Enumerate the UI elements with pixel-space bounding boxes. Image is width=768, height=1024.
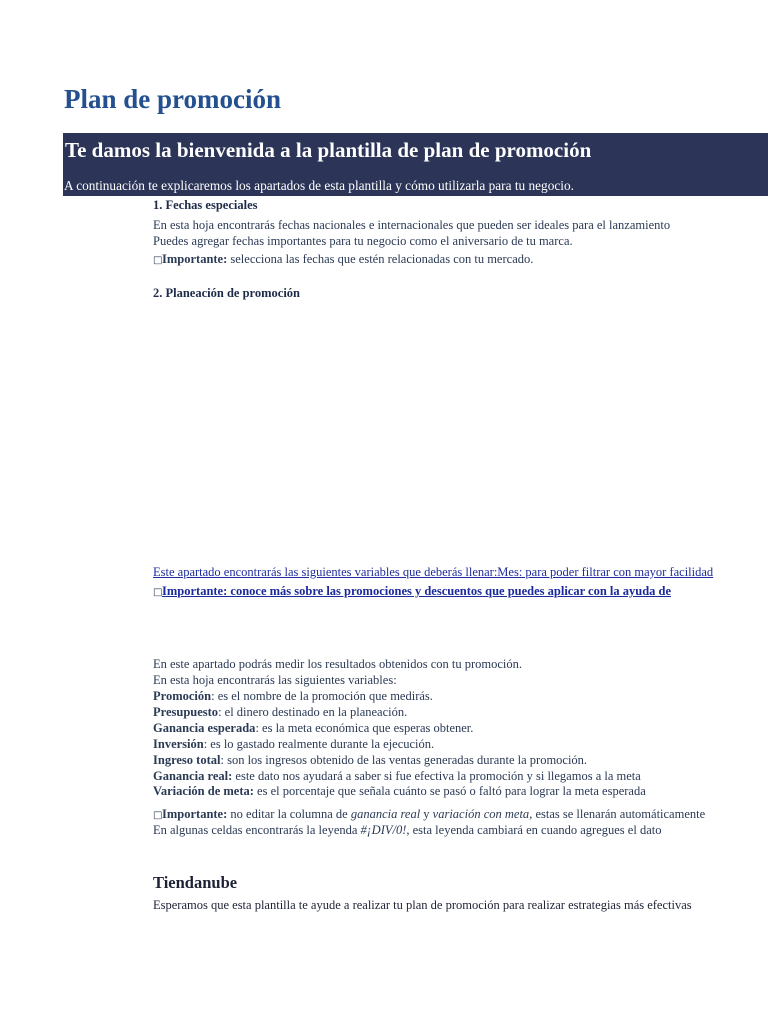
note-text: , esta leyenda cambiará en cuando agregues el dato <box>406 823 662 837</box>
variable-text: : es lo gastado realmente durante la ejecución. <box>203 737 435 751</box>
variable-ingreso-total <box>153 752 587 768</box>
variable-ganancia-real <box>153 768 641 784</box>
section2-heading: 2. Planeación de promoción <box>153 286 300 300</box>
variable-text: : es el nombre de la promoción que medirás. <box>211 689 433 703</box>
variable-term: Presupuesto <box>153 705 219 719</box>
important-icon: □ <box>153 255 163 266</box>
important-label: Importante: <box>162 252 228 266</box>
instructions-content <box>153 0 714 1024</box>
brand-heading: Tiendanube <box>153 873 238 892</box>
important-text: , estas se llenarán automáticamente <box>529 807 706 821</box>
variable-text: : el dinero destinado en la planeación. <box>218 705 408 719</box>
variable-text: es el porcentaje que señala cuánto se pasó o faltó para lograr la meta esperada <box>253 784 646 798</box>
section1-line1: En esta hoja encontrarás fechas nacionales e internacionales que pueden ser ideales para el lanzamiento <box>153 218 671 232</box>
section3-intro2: En esta hoja encontrarás las siguientes variables: <box>153 673 397 687</box>
variable-term: Ingreso total <box>153 753 221 767</box>
important-icon: □ <box>153 810 163 821</box>
important-text: no editar la columna de <box>227 807 351 821</box>
variable-ganancia-esperada <box>153 720 473 736</box>
section1-important <box>153 251 533 269</box>
important-text: y <box>420 807 433 821</box>
variable-variacion-meta <box>153 783 646 799</box>
section3-intro1: En este apartado podrás medir los resultados obtenidos con tu promoción. <box>153 657 523 671</box>
variable-inversion <box>153 736 434 752</box>
note-text: En algunas celdas encontrarás la leyenda <box>153 823 361 837</box>
variable-term: Variación de meta: <box>153 784 254 798</box>
variable-text: este dato nos ayudará a saber si fue efectiva la promoción y si llegamos a la meta <box>232 769 641 783</box>
variable-term: Promoción <box>153 689 212 703</box>
div0-note <box>153 822 661 838</box>
banner-title: Te damos la bienvenida a la plantilla de plan de promoción <box>65 138 592 162</box>
variable-text: : son los ingresos obtenido de las ventas generadas durante la promoción. <box>220 753 588 767</box>
page-title: Plan de promoción <box>64 84 282 114</box>
important-em-ganancia: ganancia real <box>350 807 421 821</box>
banner-subtitle: A continuación te explicaremos los apartados de esta plantilla y cómo utilizarla para tu negocio. <box>64 178 574 193</box>
variable-promocion <box>153 688 433 704</box>
section1-heading: 1. Fechas especiales <box>153 198 258 212</box>
section2-important <box>153 583 671 601</box>
variable-term: Ganancia real: <box>153 769 233 783</box>
variable-term: Inversión <box>153 737 204 751</box>
variable-term: Ganancia esperada <box>153 721 256 735</box>
important-em-variacion: variación con meta <box>432 807 530 821</box>
note-em: #¡DIV/0! <box>360 823 407 837</box>
variable-text: : es la meta económica que esperas obtener. <box>255 721 474 735</box>
important-label: Importante: <box>162 807 228 821</box>
variable-presupuesto <box>153 704 407 720</box>
section1-line2: Puedes agregar fechas importantes para tu negocio como el aniversario de tu marca. <box>153 234 573 248</box>
variables-link[interactable]: Este apartado encontrarás las siguientes variables que deberás llenar:Mes: para poder filtrar con mayor facilidad <box>153 565 714 579</box>
important-icon: □ <box>153 587 163 598</box>
important-text: selecciona las fechas que estén relacionadas con tu mercado. <box>227 252 534 266</box>
promotions-link[interactable]: Importante: conoce más sobre las promociones y descuentos que puedes aplicar con la ayuda de <box>162 584 672 598</box>
closing-text: Esperamos que esta plantilla te ayude a realizar tu plan de promoción para realizar estrategias más efectivas <box>153 898 692 912</box>
